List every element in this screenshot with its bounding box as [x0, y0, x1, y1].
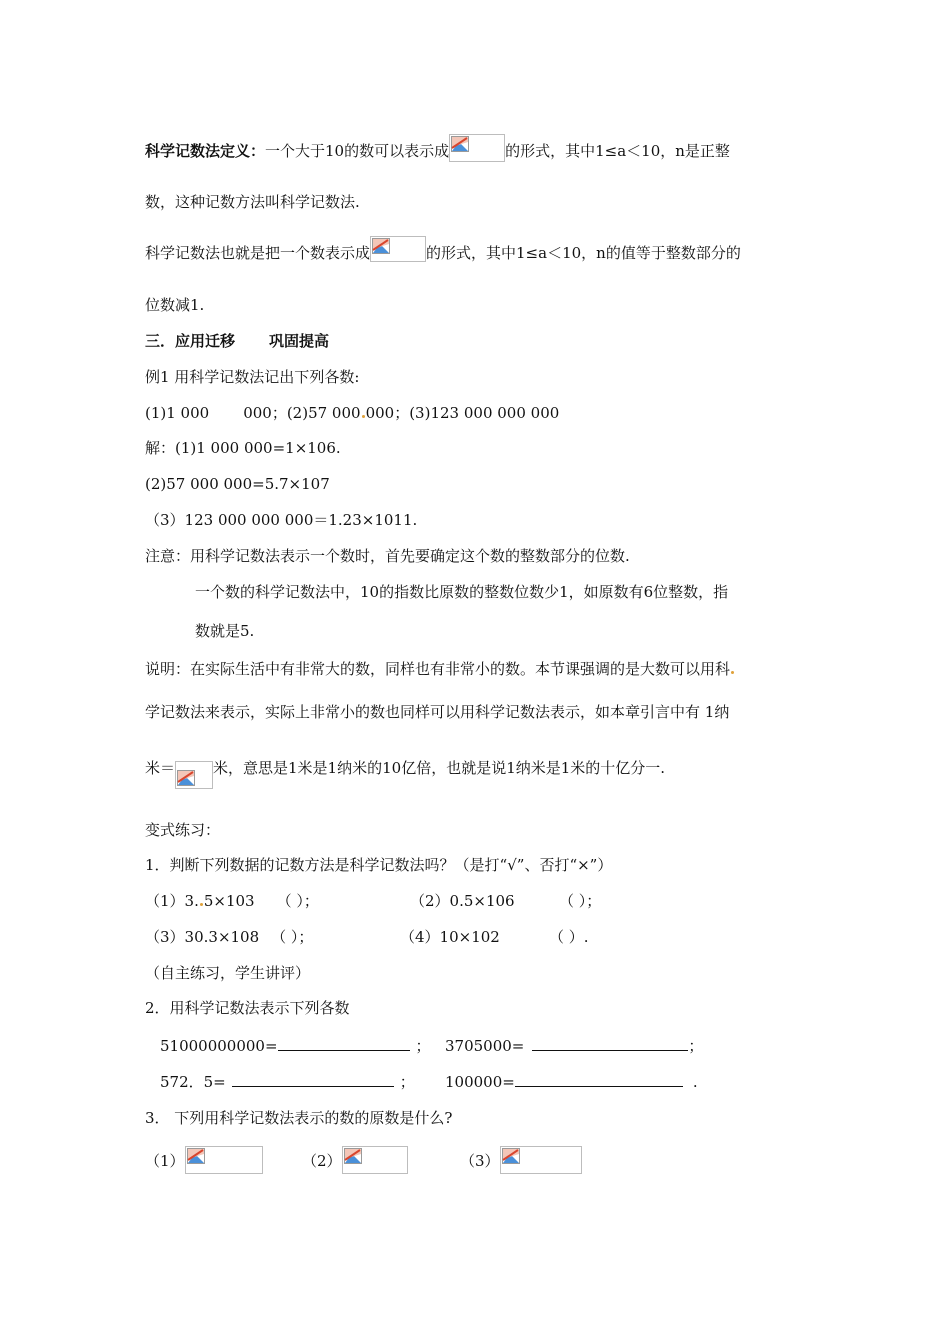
q2-item-c-end: ； [399, 1073, 415, 1091]
explain-line-1-text: 说明：在实际生活中有非常大的数，同样也有非常小的数。本节课强调的是大数可以用科 [145, 660, 731, 678]
note-line-1 [145, 545, 630, 567]
q1-item-1-b: 5×103 [203, 892, 255, 910]
marker-dot [200, 903, 203, 906]
example-question-b: 000；(2)57 000 [243, 404, 361, 422]
example-question-a: (1)1 000 [145, 404, 210, 422]
formula-image-placeholder [185, 1146, 263, 1174]
explain-line-3-after: 米，意思是1米是1纳米的10亿倍，也就是说1纳米是1米的十亿分一. [213, 759, 666, 777]
definition-line-3 [145, 236, 741, 264]
q2-item-a-end: ； [415, 1037, 431, 1055]
q2-item-b [445, 1035, 703, 1057]
q2-item-c-blank[interactable] [232, 1072, 394, 1087]
definition-line-4-text: 位数减1. [145, 296, 205, 314]
note-line-2-text: 一个数的科学记数法中，10的指数比原数的整数位数少1，如原数有6位整数，指 [195, 583, 729, 601]
practice-q2-title [145, 997, 350, 1019]
definition-text-before: 一个大于10的数可以表示成 [265, 142, 450, 160]
section-3-title-a: 三．应用迁移 [145, 332, 236, 350]
q2-item-a-blank[interactable] [278, 1036, 410, 1051]
solution-3 [145, 509, 417, 531]
broken-image-icon [187, 1148, 205, 1164]
solution-2 [145, 473, 330, 495]
q2-item-d-end: . [692, 1073, 698, 1091]
q3-item-2 [302, 1146, 408, 1174]
practice-q3-title-text: 3． 下列用科学记数法表示的数的原数是什么? [145, 1109, 453, 1127]
practice-q2-row-1 [160, 1035, 704, 1057]
q1-item-1-a: （1）3. [145, 892, 199, 910]
note-line-2 [195, 581, 728, 603]
q1-item-3-bracket: （ ）； [271, 928, 314, 946]
solution-1-text: 解：(1)1 000 000=1×106. [145, 439, 341, 457]
explain-line-3 [145, 757, 665, 789]
q1-item-1-bracket: （ ）； [276, 892, 319, 910]
q2-item-c-label: 572．5= [160, 1073, 226, 1091]
definition-line-4 [145, 294, 204, 316]
q1-item-2-bracket: （ ）； [559, 892, 602, 910]
q3-item-3-label: （3） [460, 1152, 500, 1170]
explain-line-1 [145, 658, 735, 680]
practice-self-study [145, 962, 310, 984]
definition-text-after: 的形式，其中1≤a＜10，n是正整 [505, 142, 730, 160]
q2-item-d-label: 100000= [445, 1073, 515, 1091]
example-question-c: 000；(3)123 000 000 000 [365, 404, 560, 422]
practice-q1-title-text: 1．判断下列数据的记数方法是科学记数法吗？（是打“√”、否打“×”） [145, 856, 613, 874]
section-3-title [145, 330, 329, 352]
formula-image-placeholder [370, 236, 426, 262]
note-line-3 [195, 620, 254, 642]
broken-image-icon [372, 238, 390, 254]
example-intro [145, 366, 359, 388]
definition-line-2 [145, 191, 360, 213]
formula-image-placeholder [175, 761, 213, 789]
broken-image-icon [344, 1148, 362, 1164]
solution-2-text: (2)57 000 000=5.7×107 [145, 475, 330, 493]
q3-item-3 [460, 1146, 582, 1174]
example-intro-text: 例1 用科学记数法记出下列各数: [145, 368, 360, 386]
practice-q2-row-2 [160, 1071, 698, 1093]
solution-1 [145, 437, 341, 459]
practice-q1-row-2 [145, 926, 589, 948]
q1-item-4-bracket: （ ）. [549, 928, 589, 946]
example-question [145, 402, 559, 424]
explain-line-2 [145, 701, 729, 723]
self-study-text: （自主练习，学生讲评） [145, 964, 311, 982]
definition-line-3-after: 的形式，其中1≤a＜10，n的值等于整数部分的 [426, 244, 741, 262]
explain-line-3-before: 米＝ [145, 759, 176, 777]
q2-item-d-blank[interactable] [515, 1072, 683, 1087]
q3-item-2-label: （2） [302, 1152, 342, 1170]
q3-item-1-label: （1） [145, 1152, 185, 1170]
practice-q3-row [145, 1146, 500, 1174]
section-3-title-b: 巩固提高 [269, 332, 330, 350]
definition-line-3-before: 科学记数法也就是把一个数表示成 [145, 244, 371, 262]
formula-image-placeholder [449, 134, 505, 162]
marker-dot [731, 671, 734, 674]
definition-heading: 科学记数法定义： [145, 142, 266, 160]
broken-image-icon [502, 1148, 520, 1164]
q2-item-b-end: ； [688, 1037, 704, 1055]
practice-title-text: 变式练习： [145, 821, 221, 839]
definition-line-2-text: 数，这种记数方法叫科学记数法. [145, 193, 360, 211]
definition-line-1 [145, 134, 730, 162]
note-line-3-text: 数就是5. [195, 622, 255, 640]
practice-q1-row-1 [145, 890, 602, 912]
q1-item-4: （4）10×102 [400, 928, 500, 946]
q2-item-b-blank[interactable] [532, 1036, 688, 1051]
explain-line-2-text: 学记数法来表示，实际上非常小的数也同样可以用科学记数法表示，如本章引言中有 1纳 [145, 703, 730, 721]
q1-item-3: （3）30.3×108 [145, 928, 260, 946]
solution-3-text: （3）123 000 000 000＝1.23×1011. [145, 511, 418, 529]
q2-item-a-label: 51000000000= [160, 1037, 278, 1055]
formula-image-placeholder [342, 1146, 408, 1174]
marker-dot [362, 415, 365, 418]
practice-q3-title [145, 1107, 452, 1129]
note-line-1-text: 注意：用科学记数法表示一个数时，首先要确定这个数的整数部分的位数. [145, 547, 630, 565]
practice-q1-title [145, 854, 612, 876]
broken-image-icon [451, 136, 469, 152]
q1-item-2: （2）0.5×106 [410, 892, 515, 910]
q2-item-d [445, 1071, 698, 1093]
formula-image-placeholder [500, 1146, 582, 1174]
practice-title [145, 819, 220, 841]
practice-q2-title-text: 2．用科学记数法表示下列各数 [145, 999, 350, 1017]
broken-image-icon [177, 770, 195, 786]
q2-item-b-label: 3705000= [445, 1037, 525, 1055]
